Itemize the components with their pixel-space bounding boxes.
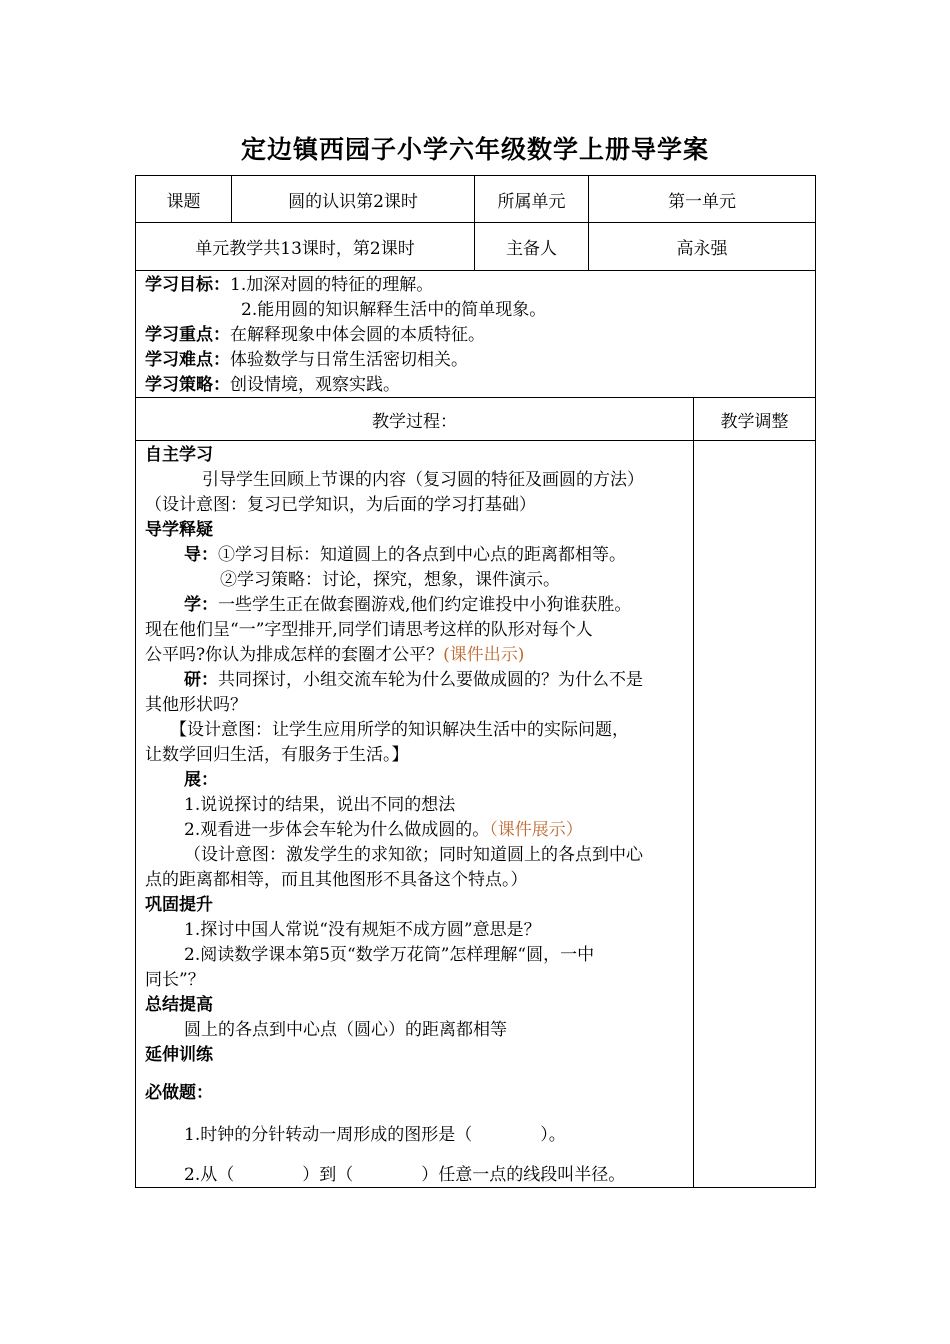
- difficulty-text: 体验数学与日常生活密切相关。: [230, 350, 468, 370]
- section-self-study-title: 自主学习: [145, 445, 213, 465]
- goal-2: 2.能用圆的知识解释生活中的简单现象。: [241, 300, 547, 320]
- document-title: 定边镇西园子小学六年级数学上册导学案: [240, 135, 709, 164]
- strategy-label: 学习策略：: [145, 375, 230, 395]
- yan-label: 研：: [184, 670, 218, 690]
- focus-label: 学习重点：: [145, 325, 230, 345]
- lesson-label: 课题: [166, 191, 201, 212]
- zhan-label: 展：: [184, 770, 218, 790]
- consolidate-item-1: 1.探讨中国人常说“没有规矩不成方圆”意思是？: [184, 920, 541, 940]
- question-2: 2.从（ ）到（ ）任意一点的线段叫半径。: [184, 1165, 626, 1185]
- section-extension-title: 延伸训练: [145, 1045, 213, 1065]
- courseware-note-1: (课件出示): [443, 645, 525, 665]
- preparer-label: 主备人: [506, 239, 557, 259]
- consolidate-item-2-line-1: 2.阅读数学课本第5页“数学万花筒”怎样理解“圆，一中: [184, 945, 595, 965]
- self-study-line-1: 引导学生回顾上节课的内容（复习圆的特征及画圆的方法）: [202, 470, 644, 490]
- preparer-value: 高永强: [676, 239, 728, 259]
- yan-row: [184, 670, 643, 690]
- design-note-2-line-1: （设计意图：激发学生的求知欲；同时知道圆上的各点到中心: [184, 845, 643, 865]
- yan-2: 其他形状吗？: [145, 695, 247, 715]
- focus-text: 在解释现象中体会圆的本质特征。: [230, 325, 485, 345]
- xue-row: [184, 595, 631, 615]
- adjust-header: 教学调整: [720, 411, 789, 432]
- design-note-1-line-1: 【设计意图：让学生应用所学的知识解决生活中的实际问题，: [170, 720, 629, 740]
- unit-value: 第一单元: [668, 191, 736, 212]
- design-note-1-line-2: 让数学回归生活，有服务于生活。】: [145, 745, 409, 765]
- dao-row: [184, 545, 626, 565]
- process-header: 教学过程：: [372, 411, 457, 432]
- hours-text: 单元教学共13课时，第2课时: [195, 239, 415, 259]
- xue-1: 一些学生正在做套圈游戏,他们约定谁投中小狗谁获胜。: [218, 595, 632, 615]
- zhan-2: 2.观看进一步体会车轮为什么做成圆的。: [184, 820, 490, 840]
- lesson-value: 圆的认识第2课时: [288, 191, 418, 212]
- required-title: 必做题：: [145, 1083, 213, 1103]
- section-summary-title: 总结提高: [145, 995, 213, 1015]
- section-consolidate-title: 巩固提升: [145, 895, 213, 915]
- dao-1: ①学习目标：知道圆上的各点到中心点的距离都相等。: [218, 545, 626, 565]
- yan-1: 共同探讨，小组交流车轮为什么要做成圆的？为什么不是: [218, 670, 643, 690]
- question-1: 1.时钟的分针转动一周形成的图形是（ ）。: [184, 1125, 566, 1145]
- zhan-1: 1.说说探讨的结果，说出不同的想法: [184, 795, 456, 815]
- xue-label: 学：: [184, 595, 218, 615]
- design-note-2-line-2: 点的距离都相等，而且其他图形不具备这个特点。）: [145, 870, 528, 890]
- strategy-text: 创设情境，观察实践。: [230, 375, 400, 395]
- difficulty-label: 学习难点：: [145, 350, 230, 370]
- goal-label: 学习目标：: [145, 275, 230, 295]
- xue-3: 公平吗?你认为排成怎样的套圈才公平？: [145, 645, 444, 665]
- xue-3-row: [145, 645, 524, 665]
- goal-row: [145, 275, 433, 295]
- courseware-note-2: （课件展示）: [489, 820, 583, 840]
- xue-2: 现在他们呈“一”字型排开,同学们请思考这样的队形对每个人: [145, 620, 593, 640]
- section-guide-title: 导学释疑: [145, 520, 213, 540]
- dao-2: ②学习策略：讨论，探究，想象，课件演示。: [220, 570, 560, 590]
- difficulty-row: [145, 350, 468, 370]
- zhan-2-row: [184, 820, 583, 840]
- summary-text: 圆上的各点到中心点（圆心）的距离都相等: [184, 1020, 507, 1040]
- focus-row: [145, 325, 485, 345]
- unit-label: 所属单元: [497, 191, 566, 212]
- consolidate-item-2-line-2: 同长”？: [145, 970, 205, 990]
- goal-1: 1.加深对圆的特征的理解。: [230, 275, 434, 295]
- strategy-row: [145, 375, 400, 395]
- self-study-line-2: （设计意图：复习已学知识，为后面的学习打基础）: [145, 495, 536, 515]
- dao-label: 导：: [184, 545, 218, 565]
